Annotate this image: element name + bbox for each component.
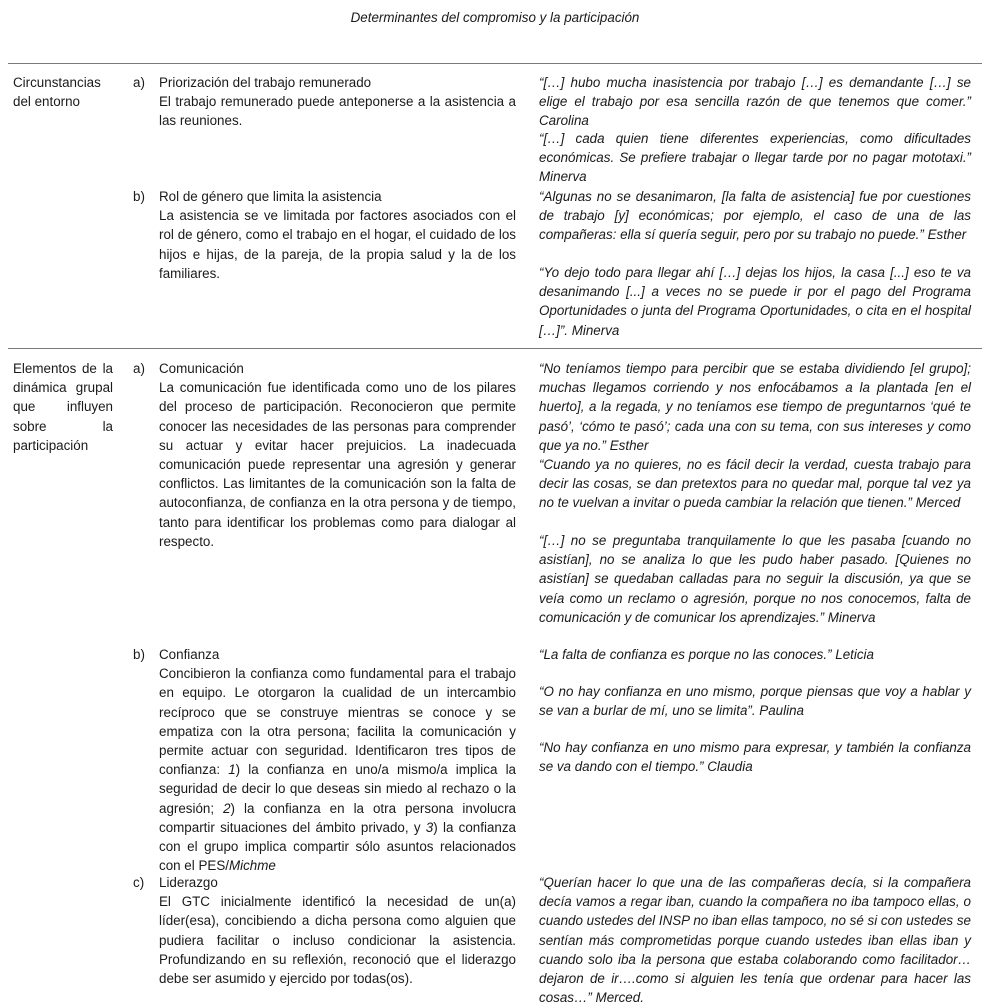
quote: “[…] hubo mucha inasistencia por trabajo […] es demandante […] se elige el trabajo por esa sencilla razón de que tenemos que comer.” Carolina: [539, 75, 971, 129]
top-rule: [8, 63, 982, 64]
quote: “Querían hacer lo que una de las compañeras decía, si la compañera decía vamos a regar iban, cuando la compañera no iba tampoco ellas, o cuando ustedes del INSP no iban ellas tampoco, no sé si con ustedes se sentían más comprometidas porque cuando ustedes iban ellas iban y cuando solo iba la persona que estaba colaborando como facilitador…dejaron de ir….como si alguien les tenía que ordenar para hacer las cosas…” Merced.: [539, 875, 971, 1006]
text-part: ) la confianza en uno/a mismo/a implica la seguridad de decir lo que deseas sin miedo al rechazo o la agresión;: [159, 762, 516, 816]
quote: “Algunas no se desanimaron, [la falta de asistencia] fue por cuestiones de trabajo [y] económicas; por ejemplo, el caso de una de las compañeras: ella sí quería seguir, pero por su trabajo no puede.” Esther: [539, 189, 971, 243]
quote: “O no hay confianza en uno mismo, porque piensas que voy a hablar y se van a burlar de mí, uno se limita”. Paulina: [539, 684, 971, 719]
text-part: ) la confianza con el grupo implica compartir sólo asuntos relacionados con el PES/: [159, 819, 516, 874]
subsection-heading: Comunicación: [159, 361, 244, 376]
subsection-heading: Priorización del trabajo remunerado: [159, 75, 372, 90]
section-rule: [8, 348, 982, 349]
list-number: 2: [223, 800, 231, 816]
subsection-text: [159, 664, 516, 875]
quote: “[…] no se preguntaba tranquilamente lo que les pasaba [cuando no asistían], no se analiza lo que les pudo haber pasado. [Quienes no asistían] se quedaban calladas para no seguir la discusión, ya que se veía como un reclamo o agresión, porque no nos conocemos, falta de comunicación y de comunicar los aprendizajes.” Minerva: [539, 533, 971, 625]
list-number: 3: [425, 819, 434, 835]
page-title: Determinantes del compromiso y la participación: [350, 10, 640, 25]
quote: “No teníamos tiempo para percibir que se estaba dividiendo [el grupo]; muchas llegamos corriendo y nos enfocábamos a la plantada [en el huerto], a la regada, y no teníamos ese tiempo de preguntarnos ‘qué te pasó’, ‘cómo te pasó’; cada una con su tema, con sus intereses y como que ya no.” Esther: [539, 361, 971, 453]
subsection-text: La asistencia se ve limitada por factores asociados con el rol de género, como el trabajo en el hogar, el cuidado de los hijos e hijas, de la pareja, de la propia salud y la de los familiares.: [159, 208, 516, 281]
quote: “Cuando ya no quieres, no es fácil decir la verdad, cuesta trabajo para decir las cosas, se dan pretextos para no quedar mal, porque tal vez ya no te vuelvan a invitar o pueda cambiar la relación que tienen.” Merced: [539, 457, 971, 511]
quote: “La falta de confianza es porque no las conoces.” Leticia: [539, 647, 874, 662]
subsection-heading: Rol de género que limita la asistencia: [159, 189, 382, 204]
subsection-letter: c): [133, 875, 145, 890]
section-label-dinamica: Elementos de la dinámica grupal que influyen sobre la participación: [13, 361, 113, 453]
subsection-heading: Confianza: [159, 647, 220, 662]
subsection-letter: a): [133, 361, 145, 376]
subsection-letter: b): [133, 647, 145, 662]
list-number: 1: [228, 762, 236, 778]
quote: “[…] cada quien tiene diferentes experiencias, como dificultades económicas. Se prefiere trabajar o llegar tarde por no pagar mototaxi.” Minerva: [539, 131, 971, 185]
subsection-letter: b): [133, 189, 145, 204]
quote: “Yo dejo todo para llegar ahí […] dejas los hijos, la casa [...] eso te va desanimando [...] a veces no se puede ir por el pago del Programa Oportunidades o junta del Programa Oportunidades, o cita en el hospital […]”. Minerva: [539, 265, 971, 338]
subsection-text: El GTC inicialmente identificó la necesidad de un(a) líder(esa), concibiendo a dicha persona como alguien que pudiera facilitar o incluso condicionar la asistencia. Profundizando en su reflexión, reconoció que el liderazgo debe ser asumido y ejercido por todas(os).: [159, 894, 516, 987]
section-label-entorno: Circunstancias del entorno: [13, 75, 101, 110]
program-name: Michme: [228, 858, 276, 874]
subsection-text: La comunicación fue identificada como uno de los pilares del proceso de participación. Reconocieron que permite conocer las necesidades de las personas para comprender su actuar y evitar hacer prejuicios. La inadecuada comunicación puede representar una agresión y generar conflictos. Las limitantes de la comunicación son la falta de autoconfianza, de confianza en la otra persona y de tiempo, tanto para identificar los problemas como para dialogar al respecto.: [159, 380, 516, 549]
text-part: ) la confianza en la otra persona involucra compartir situaciones del ámbito privado, y: [159, 800, 516, 835]
text-part: Concibieron la confianza como fundamental para el trabajo en equipo. Le otorgaron la cualidad de un intercambio recíproco que se construye mientras se conoce y se empatiza con la otra persona; facilita la comunicación y permite actuar con seguridad. Identificaron tres tipos de confianza:: [159, 666, 516, 778]
subsection-heading: Liderazgo: [159, 875, 218, 890]
subsection-letter: a): [133, 75, 145, 90]
subsection-text: El trabajo remunerado puede anteponerse a la asistencia a las reuniones.: [159, 94, 516, 129]
quote: “No hay confianza en uno mismo para expresar, y también la confianza se va dando con el tiempo.” Claudia: [539, 740, 971, 775]
